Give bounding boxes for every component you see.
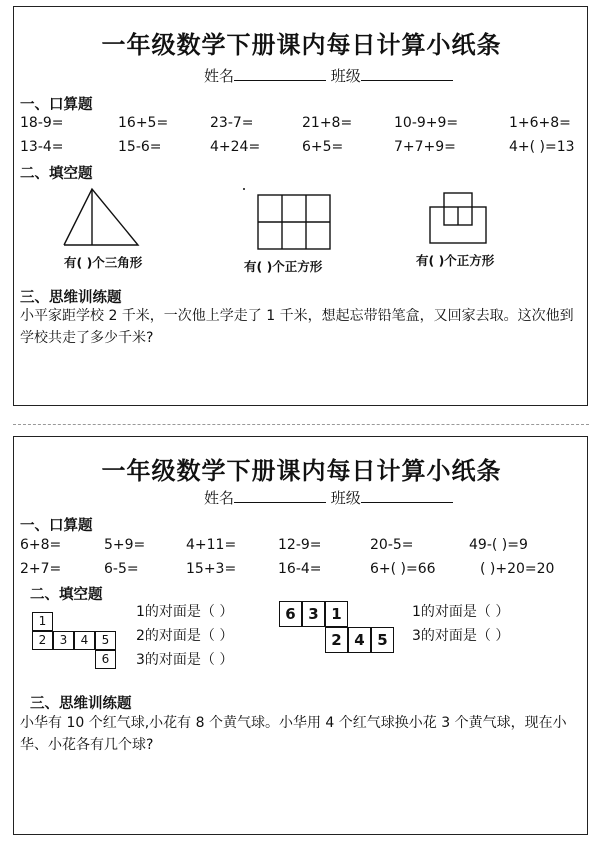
opposite-face-question: 3的对面是（ ） xyxy=(412,628,510,644)
net-face: 4 xyxy=(348,627,371,653)
opposite-face-question: 1的对面是（ ） xyxy=(136,604,234,620)
problem: 6+( )=66 xyxy=(370,561,436,577)
section-fill-blank: 二、填空题 xyxy=(20,166,93,182)
problem: 6-5= xyxy=(104,561,139,577)
opposite-face-question: 3的对面是（ ） xyxy=(136,652,234,668)
opposite-face-question: 2的对面是（ ） xyxy=(136,628,234,644)
cube-net-2 xyxy=(279,601,399,665)
problem: 23-7= xyxy=(210,115,254,131)
square-grid-caption: 有( )个正方形 xyxy=(244,259,323,274)
name-blank[interactable] xyxy=(234,488,326,503)
card-title: 一年级数学下册课内每日计算小纸条 xyxy=(101,30,502,59)
problem: 4+24= xyxy=(210,139,261,155)
problem: 18-9= xyxy=(20,115,64,131)
section-oral-calc: 一、口算题 xyxy=(20,518,93,534)
problem: 4+( )=13 xyxy=(509,139,575,155)
net-face: 1 xyxy=(325,601,348,627)
problem: 16+5= xyxy=(118,115,169,131)
net-face: 2 xyxy=(32,631,53,650)
class-label: 班级 xyxy=(330,67,361,85)
word-problem: 小平家距学校 2 千米，一次他上学走了 1 千米，想起忘带铅笔盒，又回家去取。这次他到学校共走了多少千米? xyxy=(20,308,574,346)
net-face: 6 xyxy=(279,601,302,627)
class-blank[interactable] xyxy=(361,488,453,503)
net-face: 1 xyxy=(32,612,53,631)
problem: 4+11= xyxy=(186,537,237,553)
problem: 15-6= xyxy=(118,139,162,155)
name-class-line xyxy=(204,65,453,86)
worksheet-card-1 xyxy=(13,6,588,406)
net-face: 6 xyxy=(95,650,116,669)
net-face: 5 xyxy=(371,627,394,653)
net-face: 3 xyxy=(302,601,325,627)
problem: 1+6+8= xyxy=(509,115,571,131)
name-class-line xyxy=(204,487,453,508)
problem: 16-4= xyxy=(278,561,322,577)
cut-divider xyxy=(13,424,589,425)
worksheet-card-2 xyxy=(13,436,588,835)
problem: 5+9= xyxy=(104,537,146,553)
problem: 10-9+9= xyxy=(394,115,459,131)
triangle-caption: 有( )个三角形 xyxy=(64,255,143,270)
name-blank[interactable] xyxy=(234,66,326,81)
cube-net-1 xyxy=(32,612,122,676)
name-label: 姓名 xyxy=(204,67,235,85)
section-thinking: 三、思维训练题 xyxy=(30,696,132,712)
section-oral-calc: 一、口算题 xyxy=(20,97,93,113)
triangle-figure xyxy=(62,187,142,249)
problem: 12-9= xyxy=(278,537,322,553)
problem: 7+7+9= xyxy=(394,139,456,155)
problem: 6+5= xyxy=(302,139,344,155)
section-thinking: 三、思维训练题 xyxy=(20,290,122,306)
problem: 2+7= xyxy=(20,561,62,577)
card-title: 一年级数学下册课内每日计算小纸条 xyxy=(101,456,502,485)
problem: 15+3= xyxy=(186,561,237,577)
net-face: 4 xyxy=(74,631,95,650)
problem: ( )+20=20 xyxy=(480,561,555,577)
problem: 21+8= xyxy=(302,115,353,131)
problem: 49-( )=9 xyxy=(469,537,528,553)
class-label: 班级 xyxy=(330,489,361,507)
problem: 6+8= xyxy=(20,537,62,553)
overlapping-squares-figure xyxy=(422,187,498,247)
net-face: 3 xyxy=(53,631,74,650)
section-fill-blank: 二、填空题 xyxy=(30,587,103,603)
class-blank[interactable] xyxy=(361,66,453,81)
problem: 20-5= xyxy=(370,537,414,553)
net-face: 5 xyxy=(95,631,116,650)
opposite-face-question: 1的对面是（ ） xyxy=(412,604,510,620)
name-label: 姓名 xyxy=(204,489,235,507)
word-problem: 小华有 10 个红气球,小花有 8 个黄气球。小华用 4 个红气球换小花 3 个黄气球，现在小华、小花各有几个球? xyxy=(20,715,567,753)
overlapping-squares-caption: 有( )个正方形 xyxy=(416,253,495,268)
problem: 13-4= xyxy=(20,139,64,155)
square-grid-figure xyxy=(240,185,336,253)
net-face: 2 xyxy=(325,627,348,653)
